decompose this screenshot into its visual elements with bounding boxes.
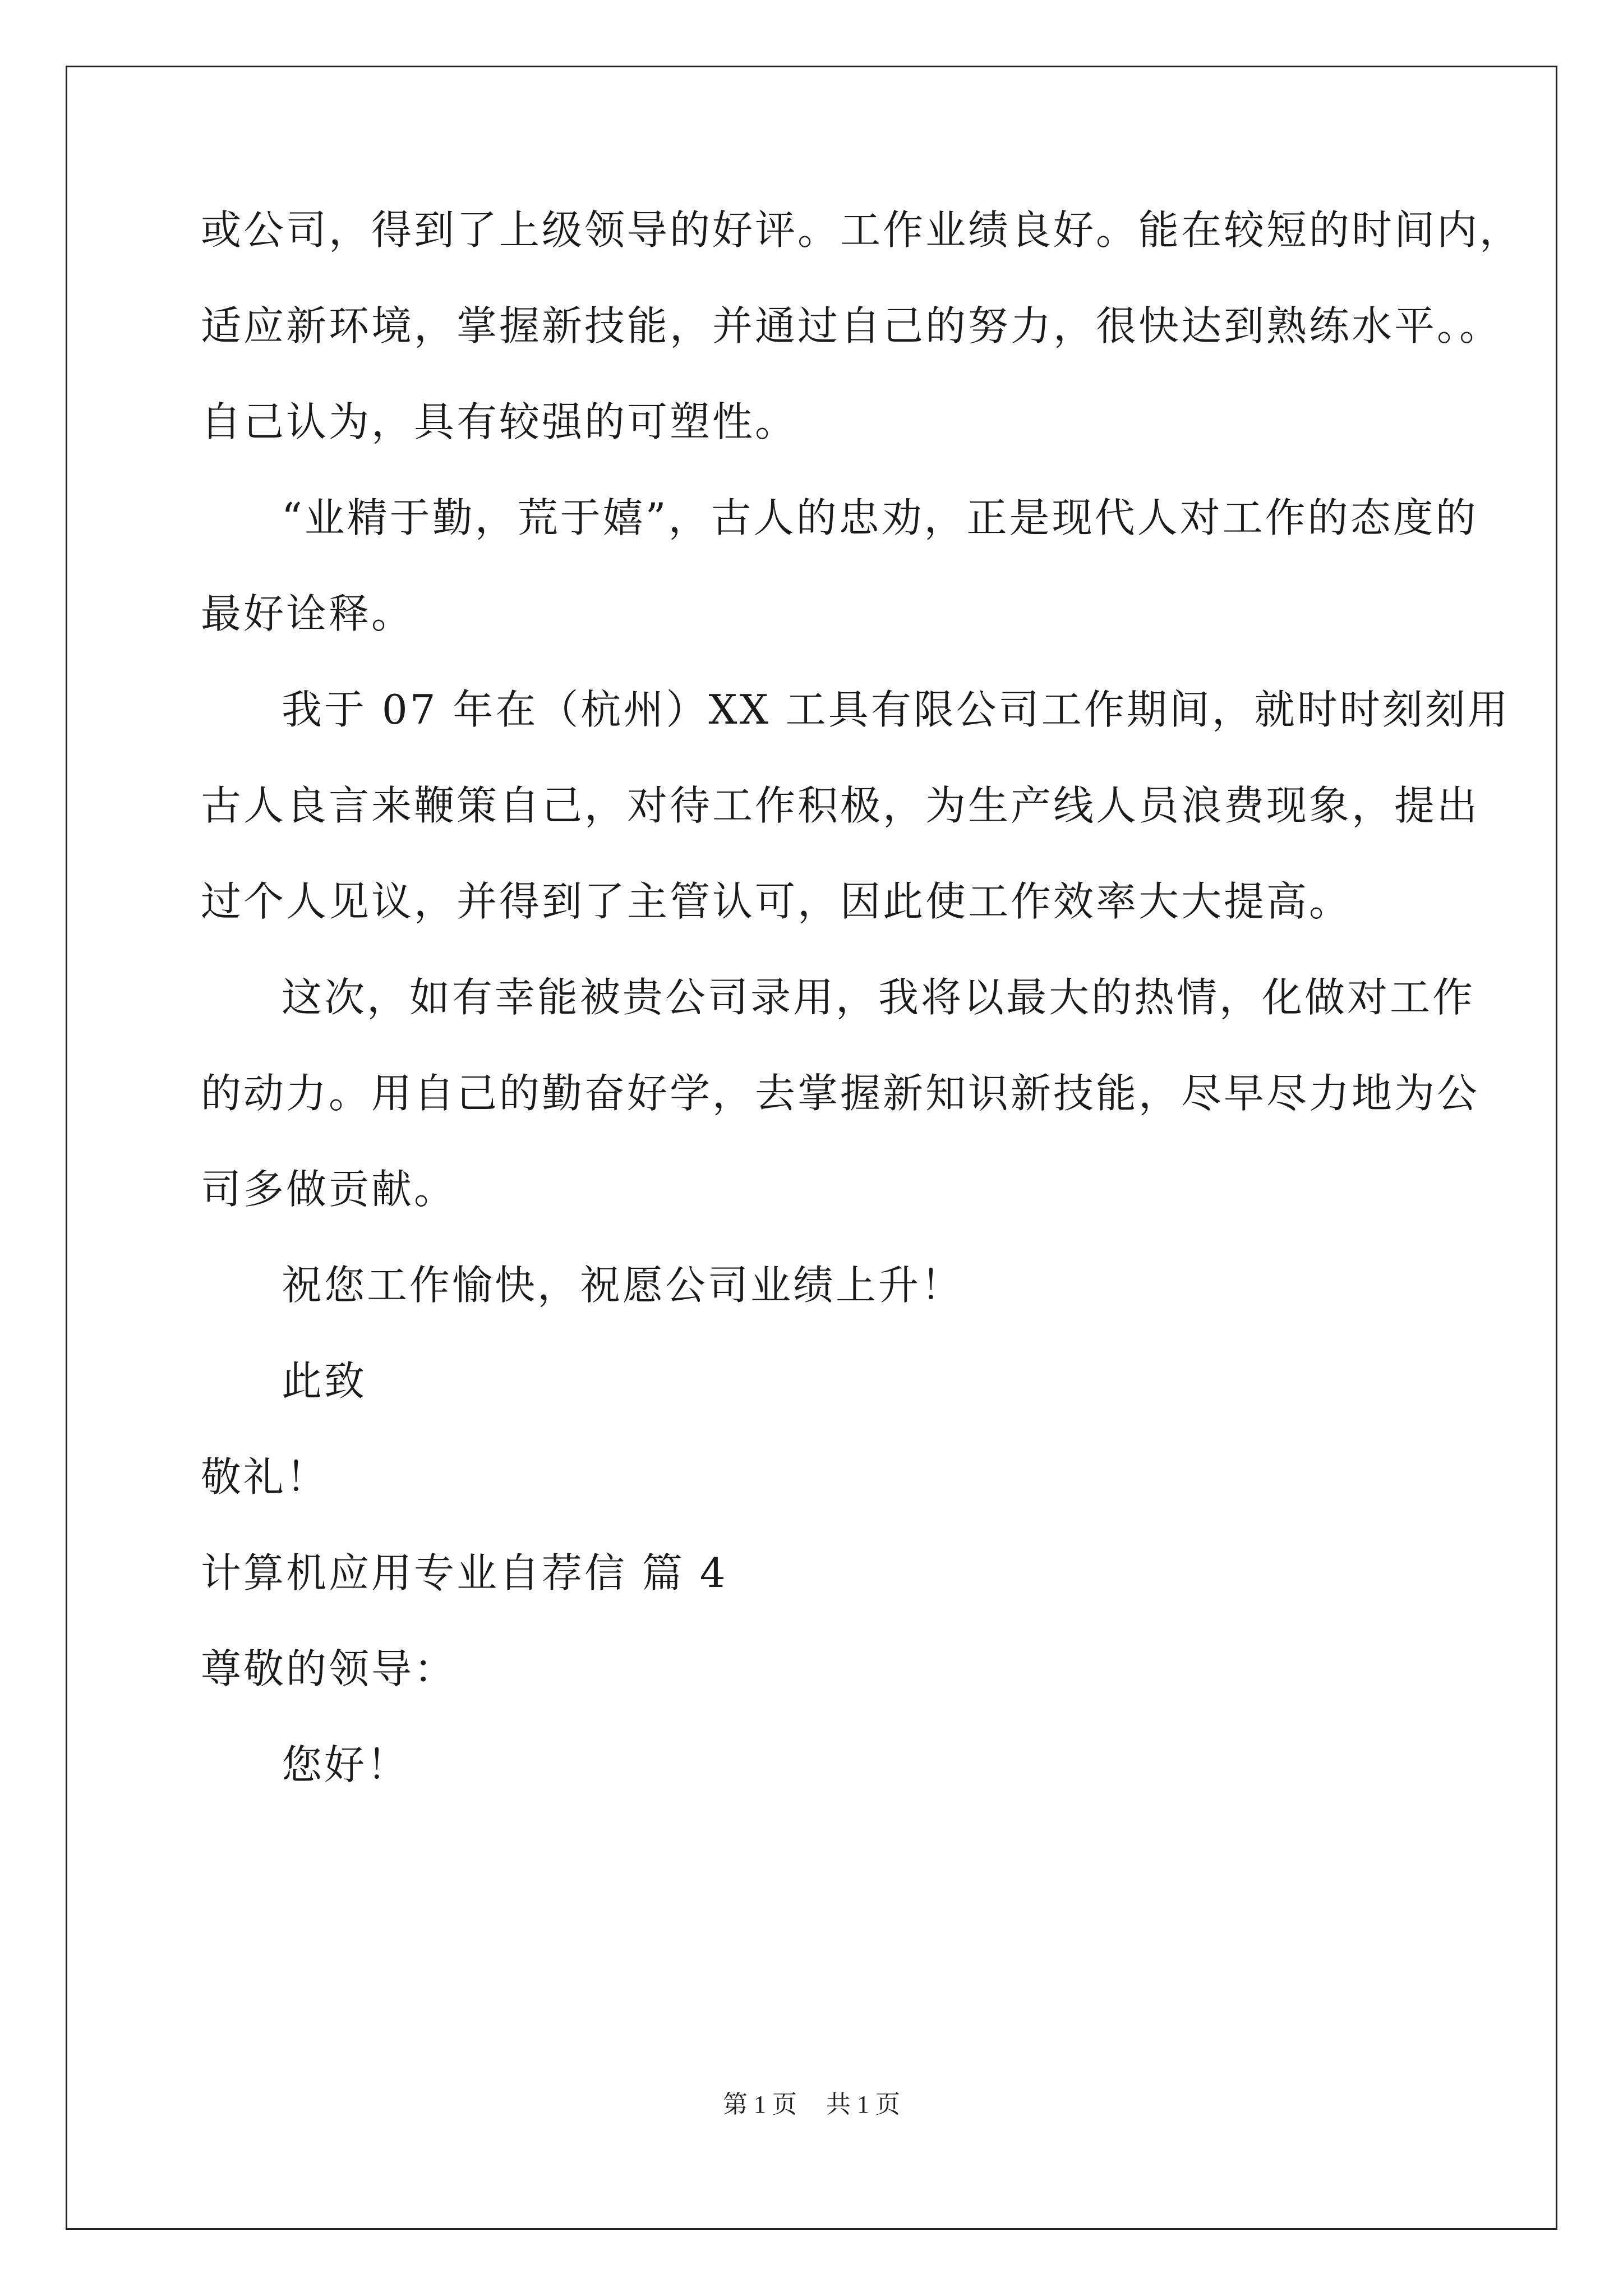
closing-regards: 敬礼！ [201,1453,329,1501]
closing-wish: 祝您工作愉快，祝愿公司业绩上升！ [282,1262,964,1309]
greeting: 尊敬的领导： [201,1645,457,1692]
paragraph-line: 司多做贡献。 [201,1166,457,1213]
closing-salutation: 此致 [282,1358,367,1405]
page-border [66,66,1557,2230]
paragraph-line: 自己认为，具有较强的可塑性。 [201,398,798,445]
greeting-hello: 您好！ [282,1741,410,1788]
page-total: 共 1 页 [826,2091,900,2118]
paragraph-line: 或公司，得到了上级领导的好评。工作业绩良好。能在较短的时间内， [201,206,1523,254]
paragraph-line: 最好诠释。 [201,590,414,637]
paragraph-line: 适应新环境，掌握新技能，并通过自己的努力，很快达到熟练水平。。 [201,302,1502,349]
paragraph-line: 过个人见议，并得到了主管认可，因此使工作效率大大提高。 [201,878,1352,925]
page-number: 第 1 页 [723,2091,797,2118]
paragraph-line: “业精于勤，荒于嬉”，古人的忠劝，正是现代人对工作的态度的 [282,494,1478,541]
paragraph-line: 古人良言来鞭策自己，对待工作积极，为生产线人员浪费现象，提出 [201,782,1480,829]
page-footer [0,2088,1623,2122]
paragraph-line: 我于 07 年在（杭州）XX 工具有限公司工作期间，就时时刻刻用 [282,686,1510,733]
section-heading: 计算机应用专业自荐信 篇 4 [201,1549,728,1596]
paragraph-line: 这次，如有幸能被贵公司录用，我将以最大的热情，化做对工作 [282,974,1476,1021]
paragraph-line: 的动力。用自己的勤奋好学，去掌握新知识新技能，尽早尽力地为公 [201,1070,1480,1117]
